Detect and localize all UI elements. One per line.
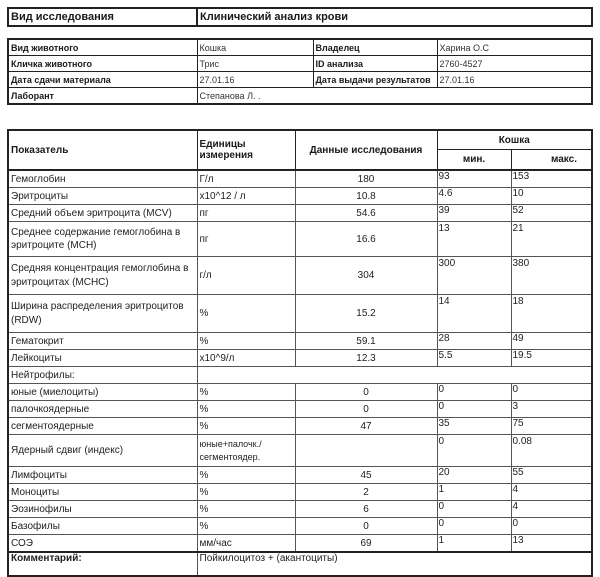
- range-min: 39: [437, 205, 511, 222]
- header-indicator: Показатель: [8, 130, 197, 170]
- info-row: [8, 56, 592, 72]
- range-min: 0: [437, 435, 511, 467]
- indicator-name: Моноциты: [8, 484, 197, 501]
- result-value: 304: [295, 257, 437, 295]
- analysis-id-label: ID анализа: [313, 56, 437, 72]
- result-value: 47: [295, 418, 437, 435]
- empty-cell: [197, 367, 592, 384]
- result-value: 0: [295, 401, 437, 418]
- result-value: 6: [295, 501, 437, 518]
- table-row: [8, 367, 592, 384]
- range-max: 0: [511, 518, 592, 535]
- range-min: 13: [437, 222, 511, 257]
- range-min: 5.5: [437, 350, 511, 367]
- range-max: 10: [511, 188, 592, 205]
- unit-cell: x10^12 / л: [197, 188, 295, 205]
- result-value: 69: [295, 535, 437, 553]
- table-row: [8, 418, 592, 435]
- range-max: 0.08: [511, 435, 592, 467]
- result-date-label: Дата выдачи результатов: [313, 72, 437, 88]
- unit-cell: %: [197, 467, 295, 484]
- range-min: 0: [437, 518, 511, 535]
- animal-name-label: Кличка животного: [8, 56, 197, 72]
- unit-cell: пг: [197, 205, 295, 222]
- unit-cell: юные+палочк./ сегментоядер.: [197, 435, 295, 467]
- range-max: 75: [511, 418, 592, 435]
- result-value: [295, 435, 437, 467]
- range-max: 4: [511, 484, 592, 501]
- result-value: 59.1: [295, 333, 437, 350]
- table-row: [8, 257, 592, 295]
- range-min: 300: [437, 257, 511, 295]
- submit-date-value: 27.01.16: [197, 72, 313, 88]
- info-row: [8, 72, 592, 88]
- table-row: [8, 535, 592, 553]
- unit-cell: Г/л: [197, 170, 295, 188]
- table-row: [8, 222, 592, 257]
- comment-label: Комментарий:: [8, 552, 197, 576]
- table-row: [8, 501, 592, 518]
- result-date-value: 27.01.16: [437, 72, 592, 88]
- table-row: [8, 401, 592, 418]
- unit-cell: пг: [197, 222, 295, 257]
- header-min: мин.: [437, 150, 511, 171]
- indicator-name: Лимфоциты: [8, 467, 197, 484]
- range-max: 3: [511, 401, 592, 418]
- range-max: 21: [511, 222, 592, 257]
- owner-value: Харина О.С: [437, 39, 592, 56]
- comment-text: Пойкилоцитоз + (акантоциты): [197, 552, 592, 576]
- range-min: 1: [437, 484, 511, 501]
- indicator-name: Средняя концентрация гемоглобина в эритроцитах (MCHC): [8, 257, 197, 295]
- table-row: [8, 205, 592, 222]
- indicator-name: Базофилы: [8, 518, 197, 535]
- analysis-id-value: 2760-4527: [437, 56, 592, 72]
- study-type-row: [8, 8, 592, 26]
- unit-cell: %: [197, 333, 295, 350]
- range-min: 1: [437, 535, 511, 553]
- range-min: 93: [437, 170, 511, 188]
- table-row: [8, 188, 592, 205]
- indicator-name: Среднее содержание гемоглобина в эритроците (MCH): [8, 222, 197, 257]
- comment-row: [8, 552, 592, 576]
- range-max: 49: [511, 333, 592, 350]
- unit-cell: %: [197, 384, 295, 401]
- table-row: [8, 467, 592, 484]
- study-type-value: Клинический анализ крови: [197, 8, 592, 26]
- range-min: 35: [437, 418, 511, 435]
- info-row: [8, 39, 592, 56]
- range-min: 0: [437, 401, 511, 418]
- unit-cell: г/л: [197, 257, 295, 295]
- results-body: [8, 170, 592, 552]
- table-row: [8, 435, 592, 467]
- indicator-name: Эритроциты: [8, 188, 197, 205]
- unit-cell: мм/час: [197, 535, 295, 553]
- result-value: 16.6: [295, 222, 437, 257]
- indicator-name: Ширина распределения эритроцитов (RDW): [8, 295, 197, 333]
- header-max: макс.: [511, 150, 592, 171]
- range-min: 14: [437, 295, 511, 333]
- indicator-name: сегментоядерные: [8, 418, 197, 435]
- header-units: Единицы измерения: [197, 130, 295, 170]
- indicator-name: Средний объем эритроцита (MCV): [8, 205, 197, 222]
- result-value: 0: [295, 518, 437, 535]
- result-value: 180: [295, 170, 437, 188]
- patient-info-table: [7, 38, 593, 105]
- unit-cell: %: [197, 484, 295, 501]
- table-row: [8, 484, 592, 501]
- indicator-name: Гемоглобин: [8, 170, 197, 188]
- table-row: [8, 170, 592, 188]
- study-type-table: [7, 7, 593, 27]
- unit-cell: %: [197, 295, 295, 333]
- indicator-name: Эозинофилы: [8, 501, 197, 518]
- result-value: 54.6: [295, 205, 437, 222]
- result-value: 2: [295, 484, 437, 501]
- lab-tech-label: Лаборант: [8, 88, 197, 105]
- range-min: 28: [437, 333, 511, 350]
- header-value: Данные исследования: [295, 130, 437, 170]
- range-max: 153: [511, 170, 592, 188]
- range-min: 4.6: [437, 188, 511, 205]
- indicator-name: СОЭ: [8, 535, 197, 553]
- header-species: Кошка: [437, 130, 592, 150]
- result-value: 45: [295, 467, 437, 484]
- range-min: 0: [437, 384, 511, 401]
- animal-type-label: Вид животного: [8, 39, 197, 56]
- animal-name-value: Трис: [197, 56, 313, 72]
- result-value: 12.3: [295, 350, 437, 367]
- lab-tech-value: Степанова Л. .: [197, 88, 592, 105]
- study-type-label: Вид исследования: [8, 8, 197, 26]
- range-min: 0: [437, 501, 511, 518]
- unit-cell: %: [197, 418, 295, 435]
- range-max: 13: [511, 535, 592, 553]
- unit-cell: %: [197, 518, 295, 535]
- range-min: 20: [437, 467, 511, 484]
- indicator-name: палочкоядерные: [8, 401, 197, 418]
- table-row: [8, 384, 592, 401]
- range-max: 380: [511, 257, 592, 295]
- result-value: 0: [295, 384, 437, 401]
- indicator-name: Нейтрофилы:: [8, 367, 197, 384]
- range-max: 4: [511, 501, 592, 518]
- result-value: 15.2: [295, 295, 437, 333]
- range-max: 19.5: [511, 350, 592, 367]
- unit-cell: x10^9/л: [197, 350, 295, 367]
- indicator-name: Гематокрит: [8, 333, 197, 350]
- info-row: [8, 88, 592, 105]
- table-row: [8, 518, 592, 535]
- header-row: [8, 130, 592, 150]
- indicator-name: Ядерный сдвиг (индекс): [8, 435, 197, 467]
- table-row: [8, 295, 592, 333]
- range-max: 0: [511, 384, 592, 401]
- range-max: 18: [511, 295, 592, 333]
- submit-date-label: Дата сдачи материала: [8, 72, 197, 88]
- table-row: [8, 333, 592, 350]
- table-row: [8, 350, 592, 367]
- indicator-name: юные (миелоциты): [8, 384, 197, 401]
- unit-cell: %: [197, 501, 295, 518]
- animal-type-value: Кошка: [197, 39, 313, 56]
- blood-results-table: [7, 129, 593, 577]
- owner-label: Владелец: [313, 39, 437, 56]
- range-max: 52: [511, 205, 592, 222]
- range-max: 55: [511, 467, 592, 484]
- result-value: 10.8: [295, 188, 437, 205]
- unit-cell: %: [197, 401, 295, 418]
- indicator-name: Лейкоциты: [8, 350, 197, 367]
